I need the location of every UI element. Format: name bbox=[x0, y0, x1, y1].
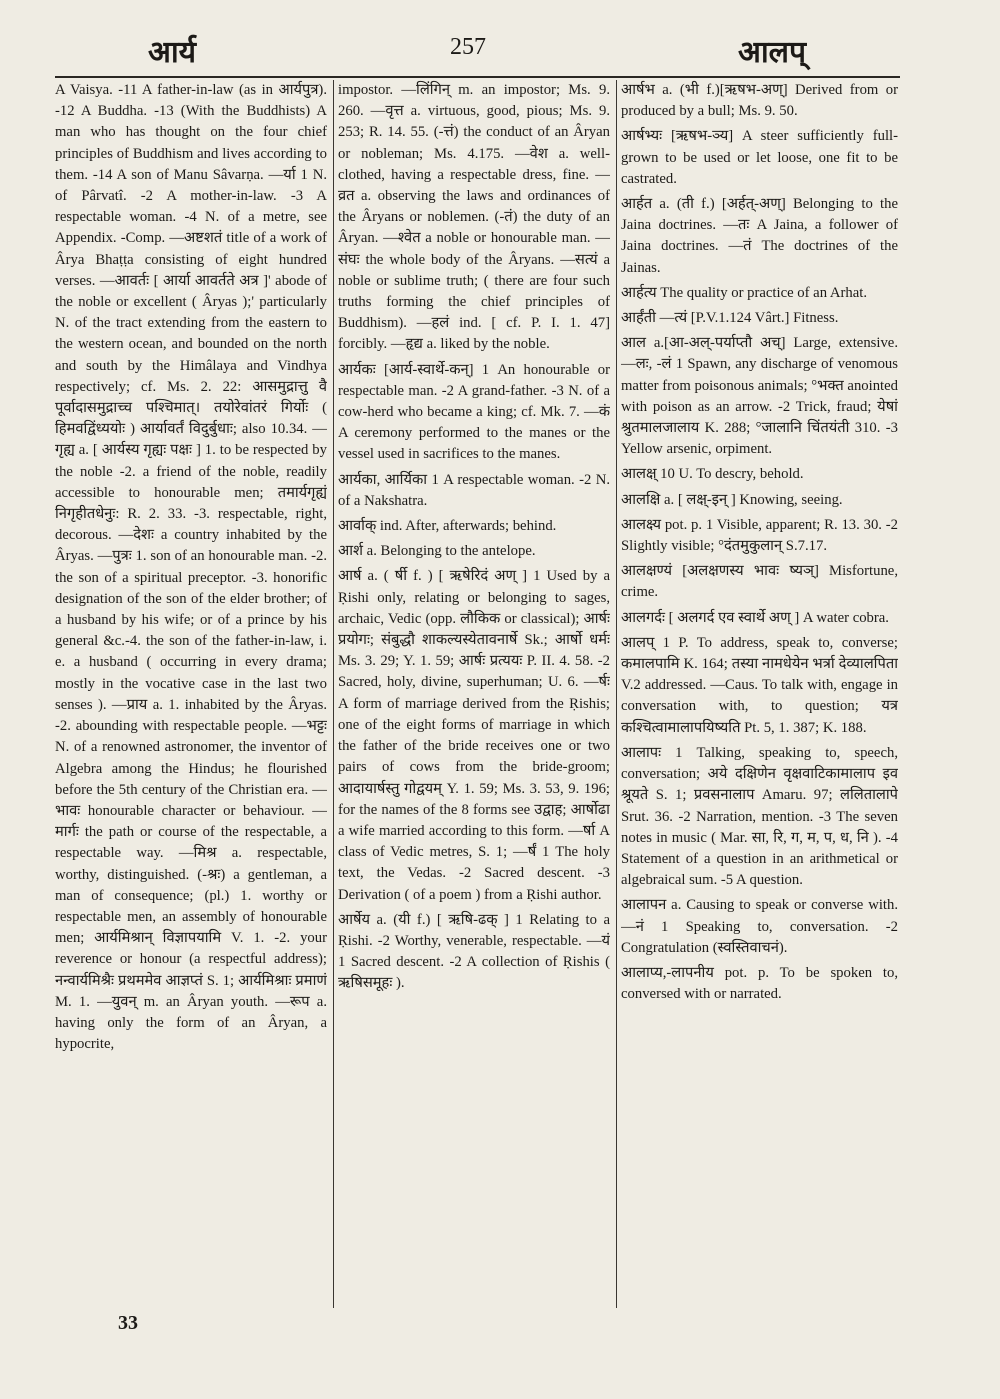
left-running-headword: आर्य bbox=[148, 35, 197, 70]
dictionary-entry: आर्षभ a. (भी f.)[ऋषभ-अण्] Derived from or produced by a bull; Ms. 9. 50. bbox=[621, 82, 898, 120]
column-divider bbox=[333, 80, 334, 1308]
column-middle bbox=[338, 80, 610, 1308]
columns-container bbox=[55, 80, 900, 1310]
column-divider bbox=[616, 80, 617, 1308]
column-left bbox=[55, 80, 327, 1308]
header-rule bbox=[55, 76, 900, 78]
dictionary-entry: आलक्ष्य pot. p. 1 Visible, apparent; R. 13. 30. -2 Slightly visible; °दंतमुकुलान् S.7.17. bbox=[621, 516, 898, 555]
dictionary-entry: आर्ष a. ( र्षी f. ) [ ऋषेरिदं अण् ] 1 Used by a Ṛishi only, relating or belonging to sages, archaic, Vedic (opp. लौकिक or classical); आर्षः प्रयोगः; संबुद्धौ शाकल्यस्येतावनार्षे Sk.; आर्षो धर्मः Ms. 3. 29; Y. 1. 59; आर्षः प्रत्ययः P. II. 4. 58. -2 Sacred, holy, divine, superhuman; U. 6. —र्षः A form of marriage derived from the Ṛishis; one of the eight forms of marriage in which the father of the bride receives one or two pairs of cows from the bride-groom; आदायार्षस्तु गोद्वयम् Y. 1. 59; Ms. 3. 53, 9. 196; for the names of the 8 forms see उद्वाह; आर्षोढा a wife married according to this form. —र्षा A class of Vedic metres, S. 1; —र्षं 1 The holy text, the Vedas. -2 Sacred descent. -3 Derivation ( of a poem ) from a Ṛishi author. bbox=[338, 568, 610, 903]
dictionary-entry: आर्वाक् ind. After, afterwards; behind. bbox=[338, 518, 557, 535]
column-right bbox=[621, 80, 898, 1308]
printer-signature-mark: 33 bbox=[118, 1312, 138, 1334]
dictionary-entry: आलक्षण्यं [अलक्षणस्य भावः ष्यञ्] Misfortune, crime. bbox=[621, 563, 898, 601]
right-running-headword: आलप् bbox=[738, 35, 807, 70]
dictionary-entry: impostor. —लिंगिन् m. an impostor; Ms. 9. 260. —वृत्त a. virtuous, good, pious; Ms. 9. 253; R. 14. 55. (-त्तं) the conduct of an Âryan or nobleman; Ms. 4.175. —वेश a. well-clothed, having a respectable dress, fine. —व्रत a. observing the laws and ordinances of the Âryans or noblemen. (-तं) the duty of an Âryan. —श्वेत a noble or honourable man. —संघः the whole body of the Âryans. —सत्यं a noble or sublime truth; ( there are four such truths forming the chief principles of Buddhism). —हलं ind. [ cf. P. I. 1. 47] forcibly. —हृद्य a. liked by the noble. bbox=[338, 82, 610, 353]
page-number: 257 bbox=[450, 34, 486, 60]
dictionary-entry: आलक्ष् 10 U. To descry, behold. bbox=[621, 466, 804, 483]
dictionary-entry: आर्यकः [आर्य-स्वार्थे-कन्] 1 An honourable or respectable man. -2 A grand-father. -3 N. of a cow-herd who became a king; cf. Mk. 7. —कं A ceremony performed to the manes or the vessel used in sacrifices to the manes. bbox=[338, 361, 610, 463]
dictionary-entry: आलाप्य,-लापनीय pot. p. To be spoken to, conversed with or narrated. bbox=[621, 964, 898, 1003]
dictionary-entry: आलक्षि a. [ लक्ष्-इन् ] Knowing, seeing. bbox=[621, 491, 843, 508]
dictionary-entry: आर्यका, आर्यिका 1 A respectable woman. -2 N. of a Nakshatra. bbox=[338, 471, 610, 509]
dictionary-entry: A Vaisya. -11 A father-in-law (as in आर्यपुत्र). -12 A Buddha. -13 (With the Buddhists) A man who has thought on the four chief principles of Buddhism and lives according to them. -14 A son of Manu Sâvarṇa. —र्या 1 N. of Pârvatî. -2 A mother-in-law. -3 A respectable woman. -4 N. of a metre, see Appendix. -Comp. —अष्टशतं title of a work of Ârya Bhaṭṭa consisting of eight hundred verses. —आवर्तः [ आर्या आवर्तते अत्र ]' abode of the noble or excellent ( Âryas );' particularly N. of the tract extending from the eastern to the western ocean, and bounded on the north and south by the Himâlaya and Vindhya respectively; cf. Ms. 2. 22: आसमुद्रात्तु वै पूर्वादासमुद्राच्च पश्चिमात्। तयोरेवांतरं गिर्योः ( हिमवद्विंध्ययोः ) आर्यावर्तं विदुर्बुधाः; also 10.34. —गृह्य a. [ आर्यस्य गृह्यः पक्षः ] 1. to be respected by the noble -2. a friend of the noble, readily accessible to honourable men; तमार्यगृह्यं निगृहीतधेनुः: R. 2. 33. -3. respectable, right, decorous. —देशः a country inhabited by the Âryas. —पुत्रः 1. son of an honourable man. -2. the son of a spiritual preceptor. -3. honorific designation of the son of the elder brother; of a husband by his wife; or of a prince by his general &c.-4. the son of the father-in-law, i. e. a husband ( occurring in every drama; mostly in the vocative case in the last two senses ). —प्राय a. 1. inhabited by the Âryas. -2. abounding with respectable people. —भट्टः N. of a renowned astronomer, the inventor of Algebra among the Hindus; he flourished before the 5th century of the Christian era. —भावः honourable character or behaviour. —मार्गः the path or course of the respectable, a respectable way. —मिश्र a. respectable, worthy, distinguished. (-श्रः) a gentleman, a man of consequence; (pl.) 1. worthy or respectable men, an assembly of honourable men; आर्यमिश्रान् विज्ञापयामि V. 1. -2. your reverence or honour (a respectful address); नन्वार्यमिश्रैः प्रथममेव आज्ञप्तं S. 1; आर्यमिश्राः प्रमाणं M. 1. —युवन् m. an Âryan youth. —रूप a. having only the form of an Âryan, a hypocrite, bbox=[55, 82, 327, 1053]
dictionary-entry: आर्षभ्यः [ऋषभ-ञ्य] A steer sufficiently full-grown to be used or let loose, one fit to be castrated. bbox=[621, 128, 898, 187]
dictionary-entry: आर्षेय a. (यी f.) [ ऋषि-ढक् ] 1 Relating to a Ṛishi. -2 Worthy, venerable, respectable. —यं 1 Sacred descent. -2 A collection of Ṛishis ( ऋषिसमूहः ). bbox=[338, 911, 610, 992]
dictionary-entry: आर्हंती —त्यं [P.V.1.124 Vârt.] Fitness. bbox=[621, 310, 839, 327]
dictionary-entry: आर्हत a. (ती f.) [अर्हत्-अण्] Belonging to the Jaina doctrines. —तः A Jaina, a follower of Jaina doctrines. —तं The doctrines of the Jainas. bbox=[621, 196, 898, 276]
page-header bbox=[0, 30, 1000, 74]
dictionary-entry: आलप् 1 P. To address, speak to, converse; कमालपामि K. 164; तस्या नामधेयेन भर्त्रा देव्यालपिता V.2 addressed. —Caus. To talk with, engage in conversation with, to question; यत्र कश्चित्वामालापयिष्यति Pt. 5, 1. 387; K. 188. bbox=[621, 634, 898, 736]
dictionary-entry: आलापन a. Causing to speak or converse with. —नं 1 Speaking to, conversation. -2 Congratulation (स्वस्तिवाचनं). bbox=[621, 897, 898, 956]
dictionary-entry: आलगर्दः [ अलगर्द एव स्वार्थे अण् ] A water cobra. bbox=[621, 609, 889, 626]
dictionary-entry: आलापः 1 Talking, speaking to, speech, conversation; अये दक्षिणेन वृक्षवाटिकामालाप इव श्रूयते S. 1; प्रवसनालाप Amaru. 97; ललितालापे Srut. 36. -2 Narration, mention. -3 The seven notes in music ( Mar. सा, रि, ग, म, प, ध, नि ). -4 Statement of a question in an arithmetical or algebraical sum. -5 A question. bbox=[621, 744, 898, 889]
dictionary-entry: आल a.[आ-अल्-पर्याप्तौ अच्] Large, extensive. —लः, -लं 1 Spawn, any discharge of venomous matter from poisonous animals; °भक्त anointed with poison as an arrow. -2 Trick, fraud; येषां श्रुतमालजालाय K. 288; °जालानि चिंतयंती 310. -3 Yellow arsenic, orpiment. bbox=[621, 335, 898, 458]
dictionary-entry: आर्हत्य The quality or practice of an Arhat. bbox=[621, 284, 868, 301]
dictionary-entry: आर्श a. Belonging to the antelope. bbox=[338, 543, 536, 560]
